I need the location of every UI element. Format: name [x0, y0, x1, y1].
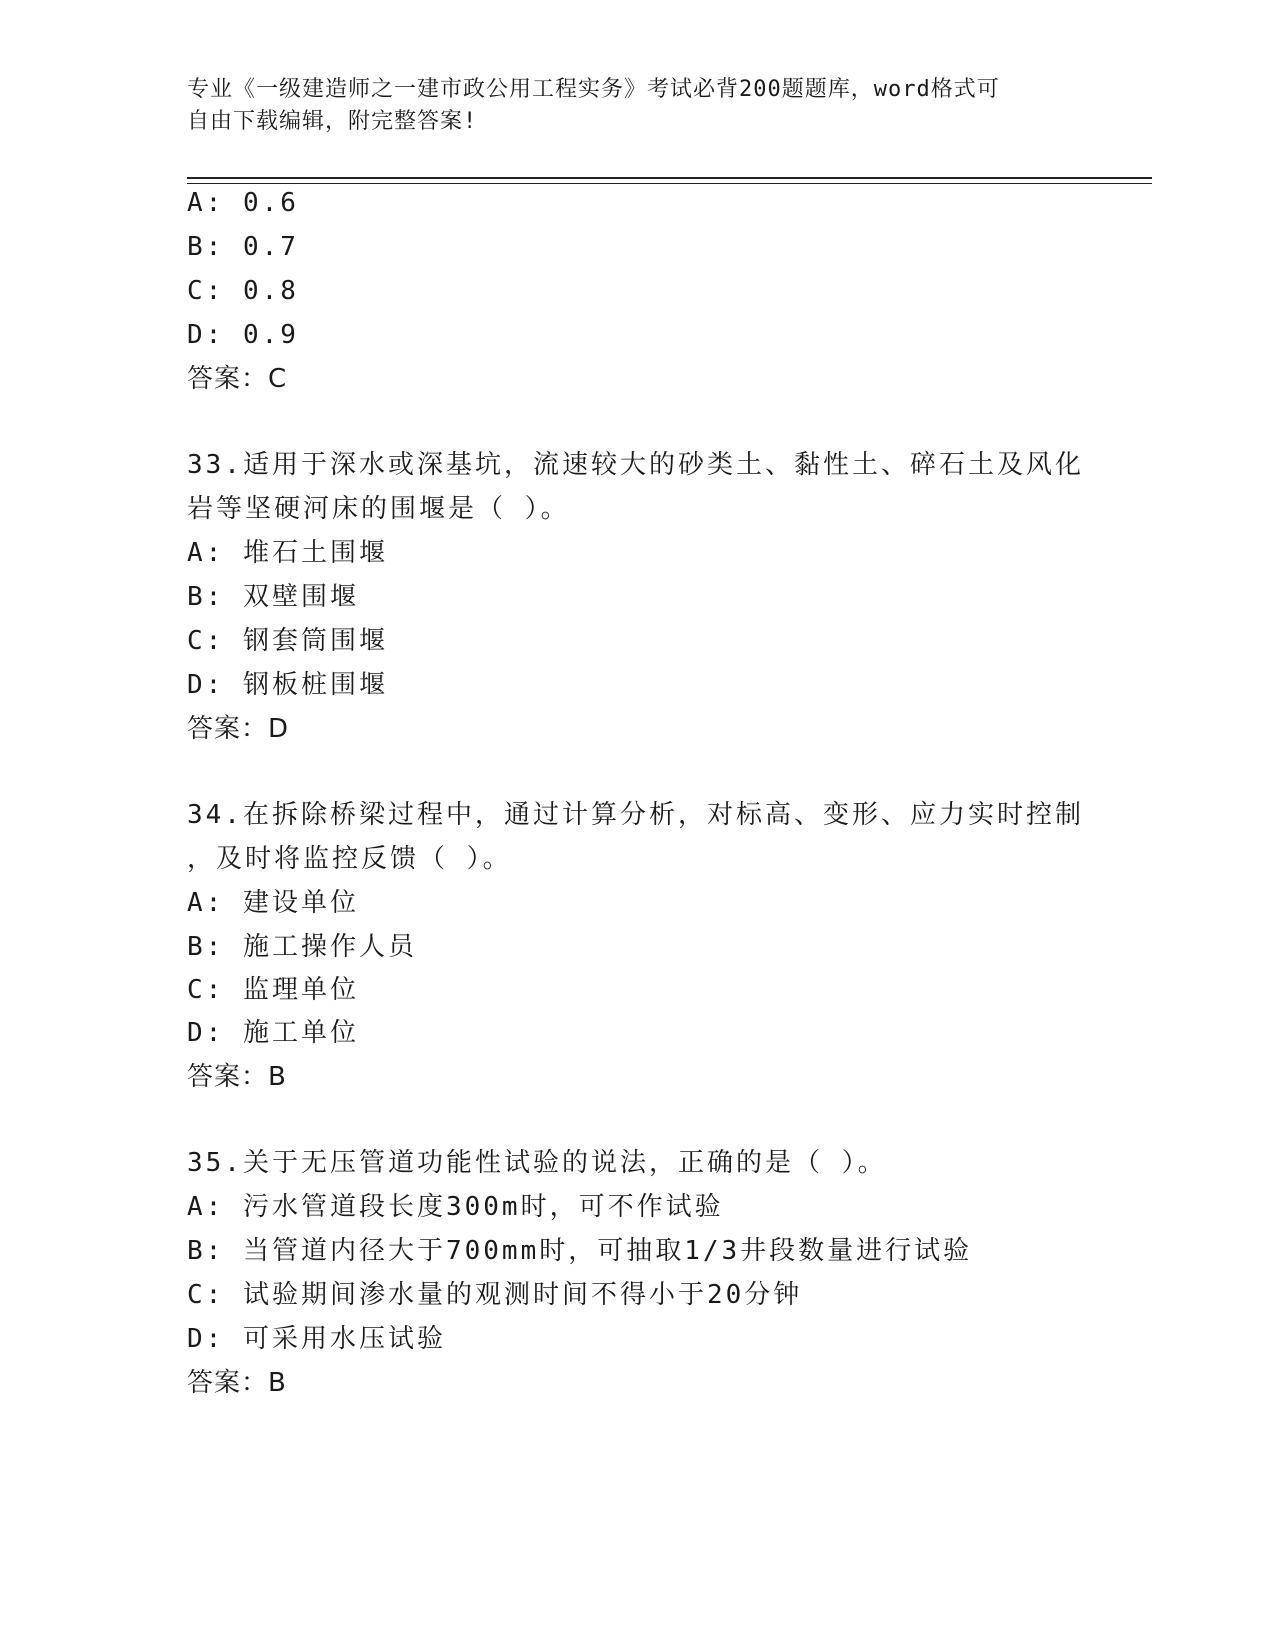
document-header [187, 74, 1087, 138]
q33-option-c: C: 钢套筒围堰 [187, 626, 388, 656]
q32-option-d: D: 0.9 [187, 320, 299, 350]
q34-option-c: C: 监理单位 [187, 975, 359, 1005]
header-rule-thick [187, 177, 1152, 179]
header-line-1: 专业《一级建造师之一建市政公用工程实务》考试必背200题题库，word格式可 [187, 77, 1000, 102]
q33-option-b: B: 双壁围堰 [187, 582, 359, 612]
header-line-2: 自由下载编辑，附完整答案! [187, 109, 478, 134]
q33-answer: 答案：D [187, 714, 290, 744]
q33-option-a: A: 堆石土围堰 [187, 538, 388, 568]
q34-answer: 答案：B [187, 1062, 287, 1092]
header-rule-thin [187, 183, 1152, 184]
q33-stem-line-2: 岩等坚硬河床的围堰是（ ）。 [187, 494, 570, 524]
q34-option-a: A: 建设单位 [187, 888, 359, 918]
q32-answer: 答案：C [187, 364, 288, 394]
q35-option-a: A: 污水管道段长度300m时，可不作试验 [187, 1192, 724, 1222]
q32-option-a: A: 0.6 [187, 188, 299, 218]
q35-stem-line-1: 35.关于无压管道功能性试验的说法，正确的是（ ）。 [187, 1148, 887, 1178]
q34-stem-line-1: 34.在拆除桥梁过程中，通过计算分析，对标高、变形、应力实时控制 [187, 800, 1084, 830]
q34-stem-line-2: ，及时将监控反馈（ ）。 [187, 844, 512, 874]
q35-option-b: B: 当管道内径大于700mm时，可抽取1/3井段数量进行试验 [187, 1236, 973, 1266]
q32-option-c: C: 0.8 [187, 276, 299, 306]
q35-answer: 答案：B [187, 1368, 287, 1398]
q33-stem-line-1: 33.适用于深水或深基坑，流速较大的砂类土、黏性土、碎石土及风化 [187, 450, 1084, 480]
q32-option-b: B: 0.7 [187, 232, 299, 262]
q35-option-c: C: 试验期间渗水量的观测时间不得小于20分钟 [187, 1280, 803, 1310]
q34-option-d: D: 施工单位 [187, 1018, 359, 1048]
q34-option-b: B: 施工操作人员 [187, 932, 417, 962]
q33-option-d: D: 钢板桩围堰 [187, 670, 388, 700]
q35-option-d: D: 可采用水压试验 [187, 1324, 446, 1354]
